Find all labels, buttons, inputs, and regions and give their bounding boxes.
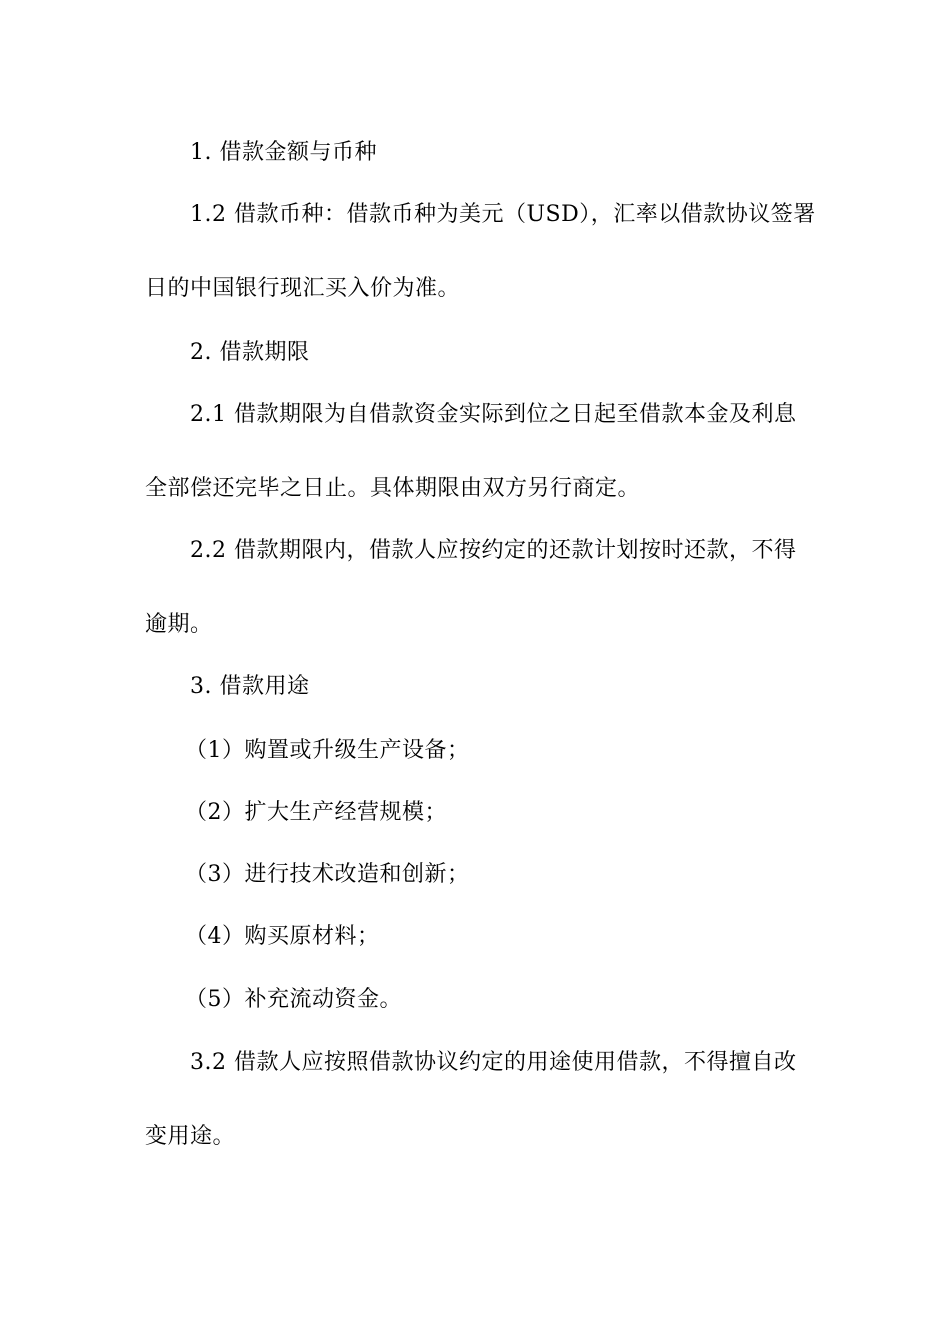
section-heading-1: 1. 借款金额与币种 — [190, 140, 377, 165]
section-heading-2: 2. 借款期限 — [190, 340, 310, 365]
paragraph-2-2-line-1: 2.2 借款期限内，借款人应按约定的还款计划按时还款，不得 — [190, 538, 797, 563]
paragraph-3-2-line-1: 3.2 借款人应按照借款协议约定的用途使用借款，不得擅自改 — [190, 1050, 797, 1075]
section-heading-3: 3. 借款用途 — [190, 674, 310, 699]
list-item: （4）购买原材料； — [185, 924, 380, 949]
paragraph-2-1-line-1: 2.1 借款期限为自借款资金实际到位之日起至借款本金及利息 — [190, 402, 797, 427]
paragraph-2-2-line-2: 逾期。 — [145, 612, 213, 637]
paragraph-3-2-line-2: 变用途。 — [145, 1124, 236, 1149]
paragraph-1-2-line-2: 日的中国银行现汇买入价为准。 — [145, 276, 461, 301]
list-item: （5）补充流动资金。 — [185, 987, 402, 1012]
paragraph-2-1-line-2: 全部偿还完毕之日止。具体期限由双方另行商定。 — [145, 476, 641, 501]
list-item: （3）进行技术改造和创新； — [185, 862, 470, 887]
list-item: （1）购置或升级生产设备； — [185, 738, 470, 763]
paragraph-1-2-line-1: 1.2 借款币种：借款币种为美元（USD），汇率以借款协议签署 — [190, 202, 816, 227]
list-item: （2）扩大生产经营规模； — [185, 800, 447, 825]
